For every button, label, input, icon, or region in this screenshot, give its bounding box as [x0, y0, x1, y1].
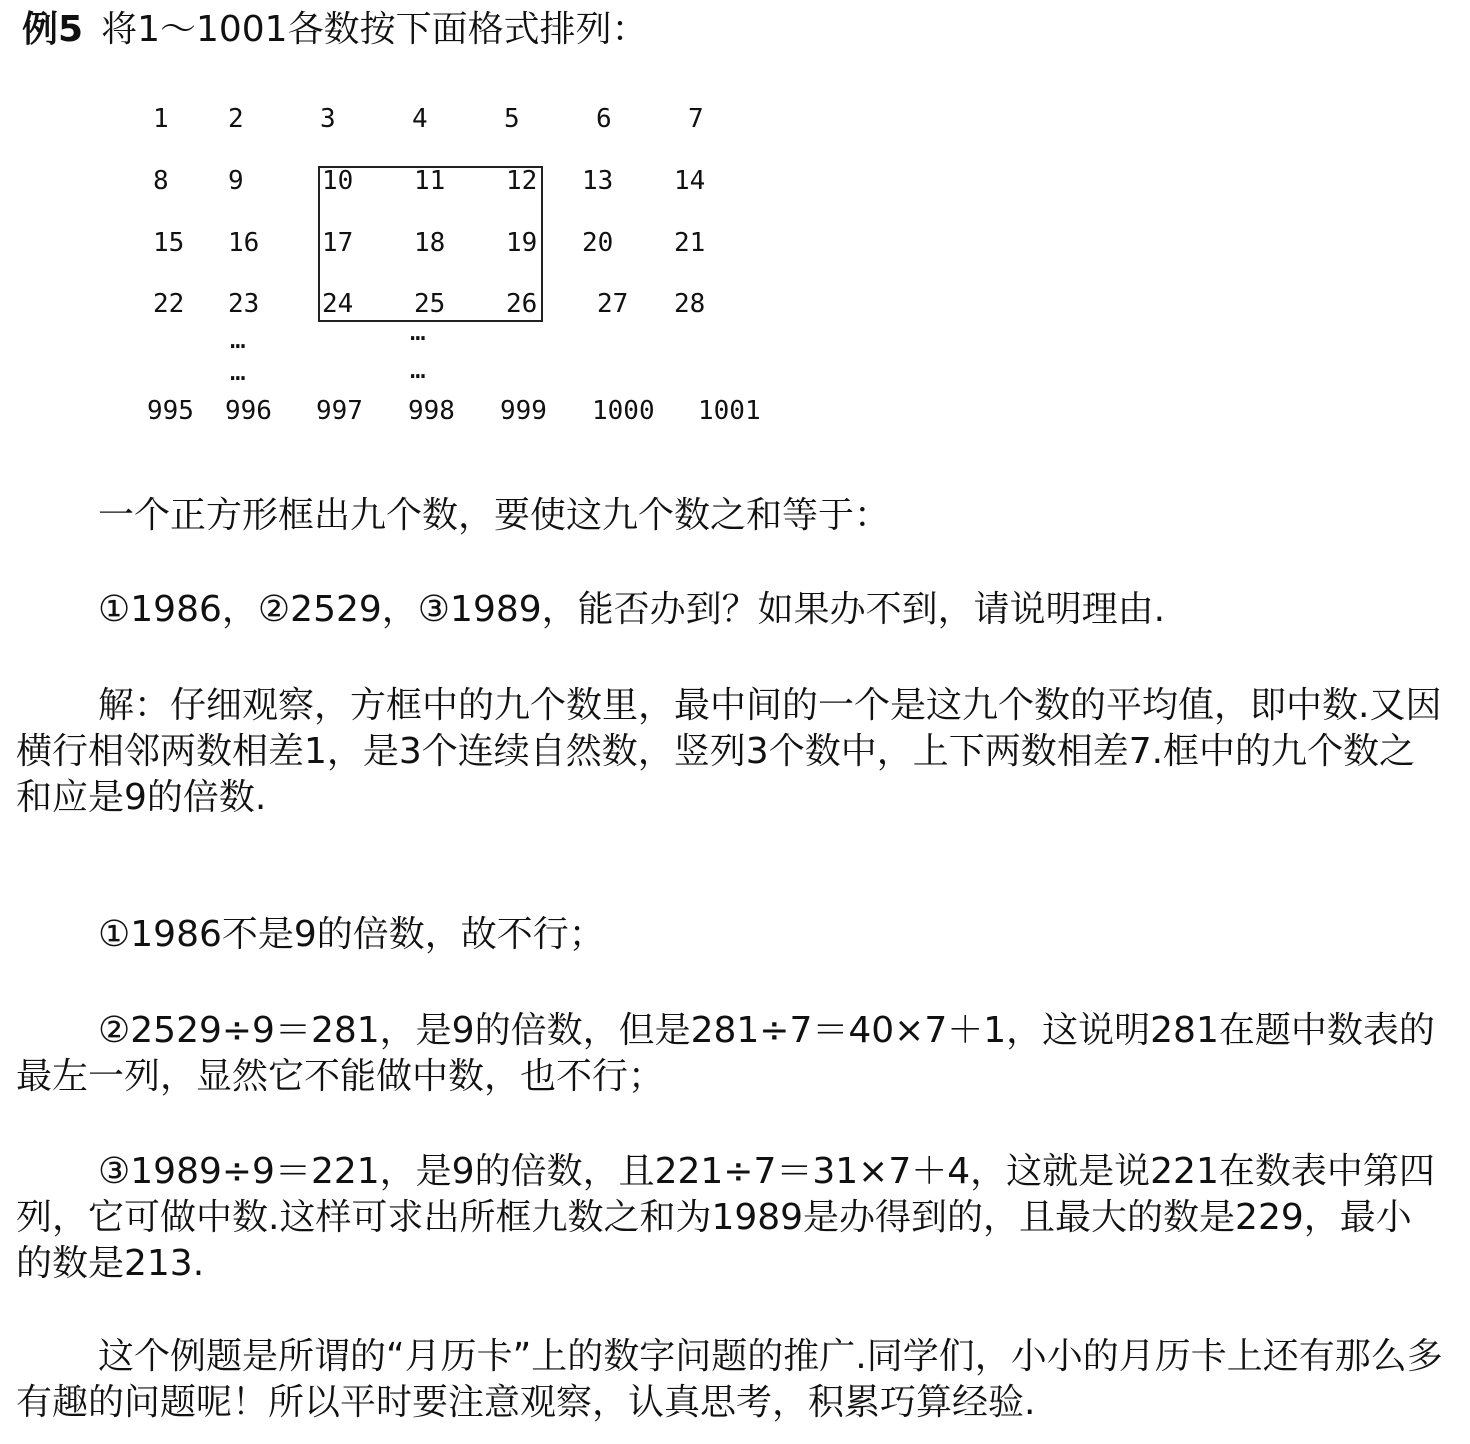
grid-cell: 15 [153, 228, 185, 258]
vertical-ellipsis: … [410, 355, 427, 385]
grid-cell: 4 [412, 104, 428, 134]
grid-cell: 26 [506, 289, 538, 319]
grid-cell: 23 [228, 289, 260, 319]
grid-cell: 22 [153, 289, 185, 319]
grid-cell: 27 [597, 289, 629, 319]
grid-cell: 7 [688, 104, 704, 134]
grid-cell: 17 [322, 228, 354, 258]
solution-case-3: ③1989÷9＝221，是9的倍数，且221÷7＝31×7＋4，这就是说221在数表中第四列，它可做中数.这样可求出所框九数之和为1989是办得到的，且最大的数是229，最小的数是213. [16, 1151, 1435, 1284]
grid-cell: 998 [408, 396, 455, 426]
grid-cell: 8 [153, 166, 169, 196]
grid-cell: 10 [322, 166, 354, 196]
solution-case-2: ②2529÷9＝281，是9的倍数，但是281÷7＝40×7＋1，这说明281在题中数表的最左一列，显然它不能做中数，也不行； [16, 1010, 1435, 1097]
example-label: 例5 [22, 9, 84, 50]
grid-cell: 1000 [592, 396, 655, 426]
grid-cell: 995 [147, 396, 194, 426]
grid-cell: 9 [228, 166, 244, 196]
solution-intro: 解：仔细观察，方框中的九个数里，最中间的一个是这九个数的平均值，即中数.又因横行相邻两数相差1，是3个连续自然数，竖列3个数中，上下两数相差7.框中的九个数之和应是9的倍数. [16, 685, 1442, 818]
grid-cell: 2 [228, 104, 244, 134]
grid-cell: 5 [504, 104, 520, 134]
vertical-ellipsis: … [230, 357, 247, 387]
grid-cell: 1001 [698, 396, 761, 426]
grid-cell: 24 [322, 289, 354, 319]
vertical-ellipsis: … [410, 317, 427, 347]
grid-cell: 28 [674, 289, 706, 319]
grid-cell: 3 [320, 104, 336, 134]
grid-cell: 11 [414, 166, 446, 196]
grid-cell: 1 [153, 104, 169, 134]
grid-cell: 21 [674, 228, 706, 258]
grid-cell: 18 [414, 228, 446, 258]
grid-cell: 16 [228, 228, 260, 258]
grid-cell: 13 [582, 166, 614, 196]
closing-remark: 这个例题是所谓的“月历卡”上的数字问题的推广.同学们，小小的月历卡上还有那么多有趣的问题呢！所以平时要注意观察，认真思考，积累巧算经验. [16, 1336, 1443, 1423]
solution-case-1: ①1986不是9的倍数，故不行； [98, 914, 605, 955]
example-prompt: 将1～1001各数按下面格式排列： [101, 9, 648, 50]
grid-cell: 19 [506, 228, 538, 258]
selection-square [318, 166, 543, 322]
grid-cell: 999 [500, 396, 547, 426]
grid-cell: 12 [506, 166, 538, 196]
number-grid [0, 0, 800, 440]
grid-cell: 14 [674, 166, 706, 196]
grid-cell: 20 [582, 228, 614, 258]
grid-cell: 996 [225, 396, 272, 426]
grid-cell: 25 [414, 289, 446, 319]
vertical-ellipsis: … [230, 325, 247, 355]
grid-cell: 997 [316, 396, 363, 426]
problem-question: ①1986，②2529，③1989，能否办到？如果办不到，请说明理由. [98, 589, 1166, 630]
grid-cell: 6 [596, 104, 612, 134]
problem-statement: 一个正方形框出九个数，要使这九个数之和等于： [98, 495, 891, 536]
